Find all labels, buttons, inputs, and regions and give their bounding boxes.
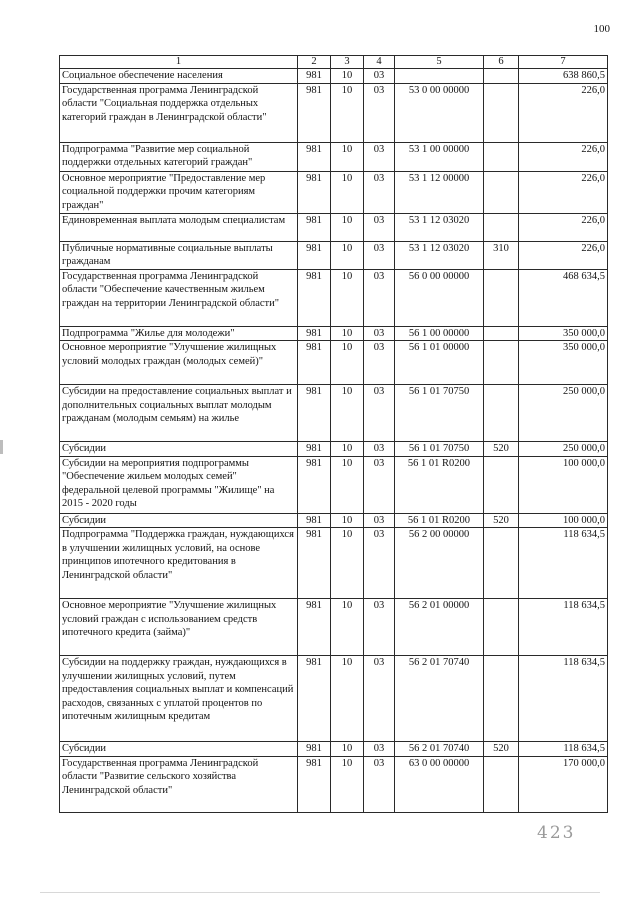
row-section: 10	[331, 513, 364, 528]
row-expense-type: 520	[484, 513, 519, 528]
row-admin-code: 981	[298, 456, 331, 513]
row-section: 10	[331, 269, 364, 326]
row-name: Субсидии на мероприятия подпрограммы "Обеспечение жильем молодых семей" федеральной целевой программы "Жилище" на 2015 - 2020 годы	[60, 456, 298, 513]
row-admin-code: 981	[298, 69, 331, 84]
row-admin-code: 981	[298, 142, 331, 171]
row-amount: 350 000,0	[519, 341, 608, 385]
row-section: 10	[331, 442, 364, 457]
table-row	[60, 742, 608, 757]
row-subsection: 03	[364, 213, 395, 241]
row-expense-type	[484, 269, 519, 326]
row-subsection: 03	[364, 456, 395, 513]
row-expense-type: 310	[484, 241, 519, 269]
row-amount: 118 634,5	[519, 528, 608, 599]
row-target-article: 53 1 12 03020	[395, 213, 484, 241]
row-name: Основное мероприятие "Предоставление мер социальной поддержки прочим категориям граждан"	[60, 171, 298, 213]
table-row	[60, 385, 608, 442]
row-amount: 100 000,0	[519, 456, 608, 513]
row-admin-code: 981	[298, 442, 331, 457]
row-subsection: 03	[364, 528, 395, 599]
row-name: Государственная программа Ленинградской области "Обеспечение качественным жильем граждан на территории Ленинградской области"	[60, 269, 298, 326]
row-amount: 638 860,5	[519, 69, 608, 84]
row-admin-code: 981	[298, 742, 331, 757]
row-amount: 118 634,5	[519, 742, 608, 757]
row-target-article: 56 2 01 70740	[395, 656, 484, 742]
col-header-6: 6	[484, 56, 519, 69]
row-section: 10	[331, 385, 364, 442]
row-expense-type	[484, 83, 519, 142]
row-expense-type	[484, 656, 519, 742]
header-row	[60, 56, 608, 69]
row-section: 10	[331, 213, 364, 241]
col-header-7: 7	[519, 56, 608, 69]
row-expense-type	[484, 599, 519, 656]
row-amount: 118 634,5	[519, 599, 608, 656]
table-row	[60, 269, 608, 326]
row-target-article: 56 2 01 00000	[395, 599, 484, 656]
table-row	[60, 756, 608, 812]
row-expense-type	[484, 326, 519, 341]
row-section: 10	[331, 528, 364, 599]
row-admin-code: 981	[298, 756, 331, 812]
row-subsection: 03	[364, 69, 395, 84]
row-amount: 350 000,0	[519, 326, 608, 341]
row-subsection: 03	[364, 241, 395, 269]
handwritten-page-stamp: 423	[537, 823, 576, 843]
row-subsection: 03	[364, 83, 395, 142]
table-row	[60, 69, 608, 84]
scan-bottom-rule	[40, 892, 600, 893]
table-row	[60, 171, 608, 213]
row-name: Социальное обеспечение населения	[60, 69, 298, 84]
row-subsection: 03	[364, 326, 395, 341]
row-admin-code: 981	[298, 326, 331, 341]
row-target-article: 56 1 01 R0200	[395, 513, 484, 528]
col-header-4: 4	[364, 56, 395, 69]
row-amount: 250 000,0	[519, 442, 608, 457]
row-amount: 226,0	[519, 142, 608, 171]
row-section: 10	[331, 326, 364, 341]
col-header-5: 5	[395, 56, 484, 69]
row-name: Субсидии на поддержку граждан, нуждающихся в улучшении жилищных условий, путем предоставления социальных выплат и компенсаций расходов, связанных с уплатой процентов по ипотечным жилищным кредитам	[60, 656, 298, 742]
row-subsection: 03	[364, 742, 395, 757]
row-subsection: 03	[364, 656, 395, 742]
row-target-article: 56 1 01 00000	[395, 341, 484, 385]
col-header-2: 2	[298, 56, 331, 69]
table-row	[60, 656, 608, 742]
row-expense-type: 520	[484, 742, 519, 757]
row-name: Субсидии	[60, 442, 298, 457]
row-name: Подпрограмма "Развитие мер социальной поддержки отдельных категорий граждан"	[60, 142, 298, 171]
row-expense-type	[484, 528, 519, 599]
row-admin-code: 981	[298, 171, 331, 213]
row-target-article: 56 2 01 70740	[395, 742, 484, 757]
row-target-article: 53 1 12 03020	[395, 241, 484, 269]
row-admin-code: 981	[298, 656, 331, 742]
row-name: Субсидии на предоставление социальных выплат и дополнительных социальных выплат молодым гражданам (молодым семьям) на жилье	[60, 385, 298, 442]
table-row	[60, 456, 608, 513]
page-number: 100	[593, 23, 610, 35]
row-section: 10	[331, 756, 364, 812]
row-subsection: 03	[364, 171, 395, 213]
col-header-3: 3	[331, 56, 364, 69]
row-section: 10	[331, 599, 364, 656]
row-section: 10	[331, 142, 364, 171]
row-subsection: 03	[364, 513, 395, 528]
row-amount: 170 000,0	[519, 756, 608, 812]
row-section: 10	[331, 83, 364, 142]
table-row	[60, 213, 608, 241]
row-amount: 226,0	[519, 171, 608, 213]
row-amount: 226,0	[519, 213, 608, 241]
row-name: Основное мероприятие "Улучшение жилищных условий молодых граждан (молодых семей)"	[60, 341, 298, 385]
row-expense-type	[484, 456, 519, 513]
row-section: 10	[331, 341, 364, 385]
row-section: 10	[331, 241, 364, 269]
row-name: Единовременная выплата молодым специалистам	[60, 213, 298, 241]
row-subsection: 03	[364, 756, 395, 812]
row-amount: 100 000,0	[519, 513, 608, 528]
row-target-article: 56 0 00 00000	[395, 269, 484, 326]
row-name: Подпрограмма "Жилье для молодежи"	[60, 326, 298, 341]
row-target-article	[395, 69, 484, 84]
table-row	[60, 341, 608, 385]
row-expense-type	[484, 756, 519, 812]
row-target-article: 53 0 00 00000	[395, 83, 484, 142]
row-section: 10	[331, 456, 364, 513]
row-target-article: 53 1 12 00000	[395, 171, 484, 213]
row-admin-code: 981	[298, 241, 331, 269]
row-amount: 118 634,5	[519, 656, 608, 742]
row-name: Государственная программа Ленинградской области "Социальная поддержка отдельных категорий граждан в Ленинградской области"	[60, 83, 298, 142]
row-target-article: 53 1 00 00000	[395, 142, 484, 171]
row-section: 10	[331, 69, 364, 84]
table-row	[60, 442, 608, 457]
row-subsection: 03	[364, 142, 395, 171]
row-target-article: 56 1 01 70750	[395, 442, 484, 457]
row-section: 10	[331, 656, 364, 742]
table-row	[60, 326, 608, 341]
row-admin-code: 981	[298, 213, 331, 241]
row-name: Публичные нормативные социальные выплаты гражданам	[60, 241, 298, 269]
row-target-article: 63 0 00 00000	[395, 756, 484, 812]
col-header-1: 1	[60, 56, 298, 69]
table-row	[60, 599, 608, 656]
row-expense-type	[484, 69, 519, 84]
table-row	[60, 241, 608, 269]
table-header	[60, 56, 608, 69]
row-expense-type	[484, 142, 519, 171]
table-body	[60, 69, 608, 813]
table-row	[60, 142, 608, 171]
row-admin-code: 981	[298, 385, 331, 442]
row-amount: 468 634,5	[519, 269, 608, 326]
row-target-article: 56 1 01 70750	[395, 385, 484, 442]
row-section: 10	[331, 742, 364, 757]
row-admin-code: 981	[298, 269, 331, 326]
row-name: Основное мероприятие "Улучшение жилищных условий граждан с использованием средств ипотечного кредита (займа)"	[60, 599, 298, 656]
row-expense-type	[484, 385, 519, 442]
row-subsection: 03	[364, 385, 395, 442]
row-subsection: 03	[364, 341, 395, 385]
row-admin-code: 981	[298, 83, 331, 142]
row-name: Подпрограмма "Поддержка граждан, нуждающихся в улучшении жилищных условий, на основе принципов ипотечного кредитования в Ленинградской области"	[60, 528, 298, 599]
row-target-article: 56 1 01 R0200	[395, 456, 484, 513]
row-target-article: 56 2 00 00000	[395, 528, 484, 599]
row-name: Субсидии	[60, 742, 298, 757]
row-expense-type	[484, 171, 519, 213]
row-expense-type	[484, 341, 519, 385]
row-admin-code: 981	[298, 513, 331, 528]
row-subsection: 03	[364, 599, 395, 656]
table-row	[60, 528, 608, 599]
table-row	[60, 513, 608, 528]
budget-table	[59, 55, 608, 813]
row-admin-code: 981	[298, 528, 331, 599]
row-name: Государственная программа Ленинградской области "Развитие сельского хозяйства Ленинградской области"	[60, 756, 298, 812]
table-row	[60, 83, 608, 142]
row-admin-code: 981	[298, 341, 331, 385]
row-amount: 250 000,0	[519, 385, 608, 442]
row-amount: 226,0	[519, 83, 608, 142]
scan-margin-mark	[0, 440, 3, 454]
row-expense-type	[484, 213, 519, 241]
row-target-article: 56 1 00 00000	[395, 326, 484, 341]
row-name: Субсидии	[60, 513, 298, 528]
row-section: 10	[331, 171, 364, 213]
row-subsection: 03	[364, 269, 395, 326]
row-expense-type: 520	[484, 442, 519, 457]
row-admin-code: 981	[298, 599, 331, 656]
row-subsection: 03	[364, 442, 395, 457]
row-amount: 226,0	[519, 241, 608, 269]
